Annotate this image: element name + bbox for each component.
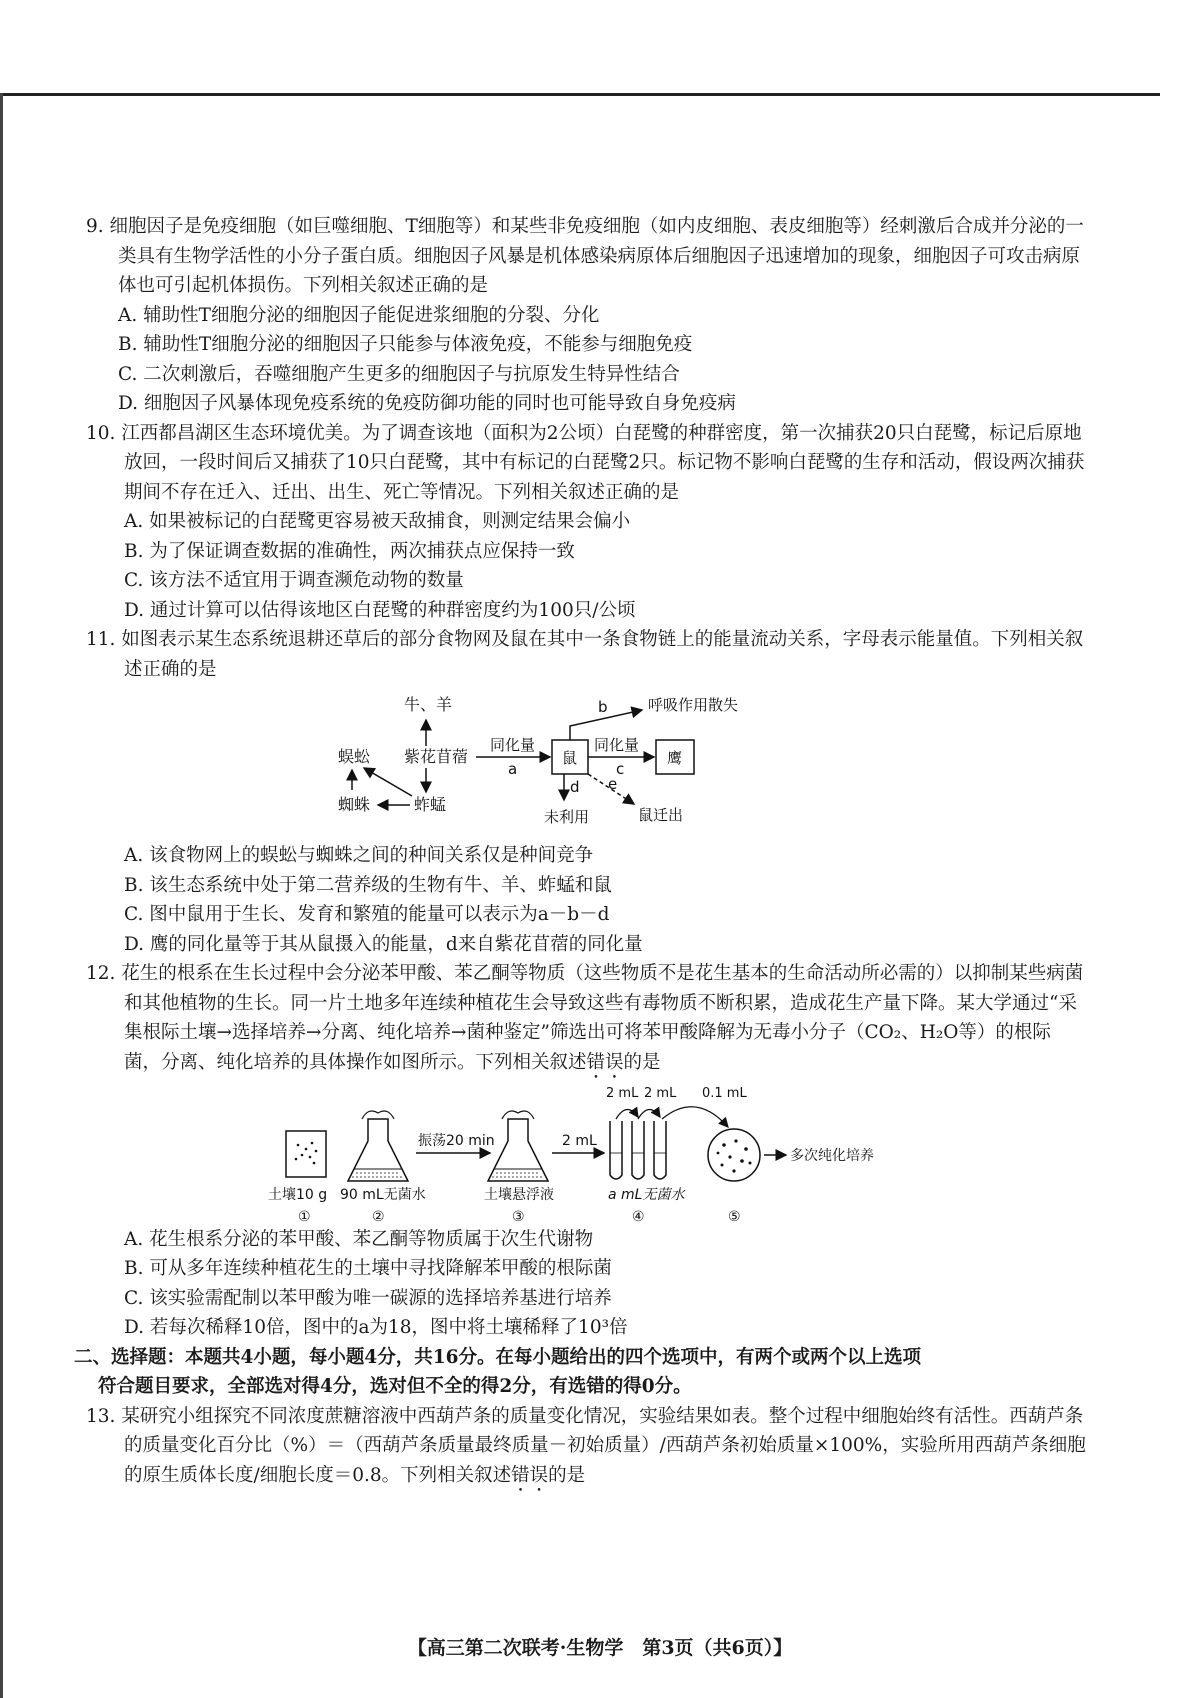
label-step-4: ④ [632,1208,645,1225]
question-10-stem: 10. 江西都昌湖区生态环境优美。为了调查该地（面积为2公顷）白琵鹭的种群密度，第一次捕获20只白琵鹭，标记后原地放回，一段时间后又捕获了10只白琵鹭，其中有标记的白琵鹭2只。标记物不影响白琵鹭的生存和活动，假设两次捕获期间不存在迁入、迁出、出生、死亡等情况。下列相关叙述正确的是 [86,422,1085,503]
label-a-ml-water: a mL无菌水 [608,1186,685,1203]
arrow-grasshopper-to-centipede [364,768,412,796]
section-2-header-line-2: 符合题目要求，全部选对得4分，选对但不全的得2分，有选错的得0分。 [98,1376,692,1397]
page-footer: 【高三第二次联考·生物学 第3页（共6页）】 [407,1637,793,1659]
question-12-emphasis: 错误 [586,1051,624,1073]
label-e: e [608,775,618,793]
arrow-to-plate [662,1106,728,1126]
question-12-option-d: D. 若每次稀释10倍，图中的a为18，图中将土壤稀释了10³倍 [124,1317,628,1338]
question-13-stem [86,1402,1086,1496]
label-centipede: 蜈蚣 [338,747,371,766]
label-step-2: ② [372,1208,385,1225]
question-10-option-c: C. 该方法不适宜用于调查濒危动物的数量 [124,570,464,591]
arrow-tube-1-to-2 [616,1109,638,1119]
label-soil-suspension: 土壤悬浮液 [484,1186,554,1203]
question-9-stem: 9. 细胞因子是免疫细胞（如巨噬细胞、T细胞等）和某些非免疫细胞（如内皮细胞、表皮细胞等）经刺激后合成并分泌的一类具有生物学活性的小分子蛋白质。细胞因子风暴是机体感染病原体后细胞因子迅速增加的现象，细胞因子可攻击病原体也可引起机体损伤。下列相关叙述正确的是 [86,216,1084,296]
flask-soil-suspension [488,1119,548,1181]
culture-procedure-figure [86,1083,1086,1225]
label-assimilation-1: 同化量 [490,736,536,754]
label-2ml-second: 2 mL [606,1085,639,1101]
question-9-option-d: D. 细胞因子风暴体现免疫系统的免疫防御功能的同时也可能导致自身免疫病 [118,393,736,414]
test-tube-1 [610,1121,622,1179]
label-shake-20min: 振荡20 min [418,1132,495,1149]
label-2ml-third: 2 mL [644,1085,677,1101]
label-cattle-sheep: 牛、羊 [404,695,453,714]
question-11-option-c: C. 图中鼠用于生长、发育和繁殖的能量可以表示为a－b－d [124,904,610,925]
food-web-figure [86,684,1086,841]
label-a: a [508,760,518,778]
label-alfalfa: 紫花苜蓿 [404,747,469,766]
top-border-line [0,93,1160,96]
culture-procedure-diagram [86,1083,1086,1225]
label-b: b [598,698,608,716]
label-step-3: ③ [512,1208,525,1225]
label-c: c [616,760,625,778]
question-11-option-b: B. 该生态系统中处于第二营养级的生物有牛、羊、蚱蜢和鼠 [124,874,612,896]
question-11-stem: 11. 如图表示某生态系统退耕还草后的部分食物网及鼠在其中一条食物链上的能量流动关系，字母表示能量值。下列相关叙述正确的是 [86,629,1084,680]
question-13-emphasis: 错误 [511,1464,549,1486]
question-9-option-c: C. 二次刺激后，吞噬细胞产生更多的细胞因子与抗原发生特异性结合 [118,363,680,385]
question-13-stem-end: 的是 [548,1464,586,1486]
label-mouse: 鼠 [562,749,578,767]
label-d: d [570,778,580,796]
label-grasshopper: 蚱蜢 [414,795,447,814]
flask-1-stopper [362,1111,394,1119]
arrow-tube-2-to-3 [638,1109,660,1119]
question-12-stem-end: 的是 [623,1051,661,1073]
left-border-line [0,93,3,1698]
label-mouse-emigrate: 鼠迁出 [638,806,684,824]
question-13-stem-text: 13. 某研究小组探究不同浓度蔗糖溶液中西葫芦条的质量变化情况，实验结果如表。整个过程中细胞始终有活性。西葫芦条的质量变化百分比（%）＝（西葫芦条质量最终质量－初始质量）/西葫芦条初始质量×100%，实验所用西葫芦条细胞的原生质体长度/细胞长度＝0.8。下列相关叙述 [86,1405,1086,1486]
label-eagle: 鹰 [667,749,683,767]
question-10-option-b: B. 为了保证调查数据的准确性，两次捕获点应保持一致 [124,540,575,562]
label-2ml-first: 2 mL [562,1132,597,1149]
label-soil-10g: 土壤10 g [268,1186,328,1203]
exam-content [74,212,1086,1496]
question-11-option-d: D. 鹰的同化量等于其从鼠摄入的能量，d来自紫花苜蓿的同化量 [124,933,643,955]
test-tube-2 [632,1121,644,1179]
label-unused: 未利用 [544,808,590,826]
question-11-option-a: A. 该食物网上的蜈蚣与蜘蛛之间的种间关系仅是种间竞争 [124,845,594,866]
label-0.1ml: 0.1 mL [702,1085,747,1101]
label-multiple-purification: 多次纯化培养 [790,1147,874,1164]
label-90ml-water: 90 mL无菌水 [340,1186,426,1203]
petri-dish [708,1129,760,1181]
question-12-option-b: B. 可从多年连续种植花生的土壤中寻找降解苯甲酸的根际菌 [124,1258,612,1279]
soil-sample-box [286,1131,326,1177]
question-9-option-a: A. 辅助性T细胞分泌的细胞因子能促进浆细胞的分裂、分化 [118,304,600,326]
section-2-header-line-1: 二、选择题：本题共4小题，每小题4分，共16分。在每小题给出的四个选项中，有两个或两个以上选项 [74,1346,921,1368]
question-9-option-b: B. 辅助性T细胞分泌的细胞因子只能参与体液免疫，不能参与细胞免疫 [118,334,693,355]
flask-sterile-water [348,1119,408,1181]
label-assimilation-2: 同化量 [594,736,640,754]
question-12-option-c: C. 该实验需配制以苯甲酸为唯一碳源的选择培养基进行培养 [124,1287,612,1309]
flask-2-stopper [502,1111,534,1119]
food-web-diagram [86,684,1086,841]
label-respiration-loss: 呼吸作用散失 [648,696,739,714]
question-12-stem [86,959,1086,1083]
label-step-1: ① [298,1208,311,1225]
question-10-option-a: A. 如果被标记的白琵鹭更容易被天敌捕食，则测定结果会偏小 [124,511,631,532]
label-spider: 蜘蛛 [338,795,371,814]
question-10-option-d: D. 通过计算可以估得该地区白琵鹭的种群密度约为100只/公顷 [124,599,636,621]
question-12-stem-text: 12. 花生的根系在生长过程中会分泌苯甲酸、苯乙酮等物质（这些物质不是花生基本的生命活动所必需的）以抑制某些病菌和其他植物的生长。同一片土地多年连续种植花生会导致这些有毒物质不断积累，造成花生产量下降。某大学通过“采集根际土壤→选择培养→分离、纯化培养→菌种鉴定”筛选出可将苯甲酸降解为无毒小分子（CO₂、H₂O等）的根际菌，分离、纯化培养的具体操作如图所示。下列相关叙述 [86,963,1084,1073]
question-12-option-a: A. 花生根系分泌的苯甲酸、苯乙酮等物质属于次生代谢物 [124,1228,594,1250]
test-tube-3 [654,1121,666,1179]
label-step-5: ⑤ [728,1208,741,1225]
